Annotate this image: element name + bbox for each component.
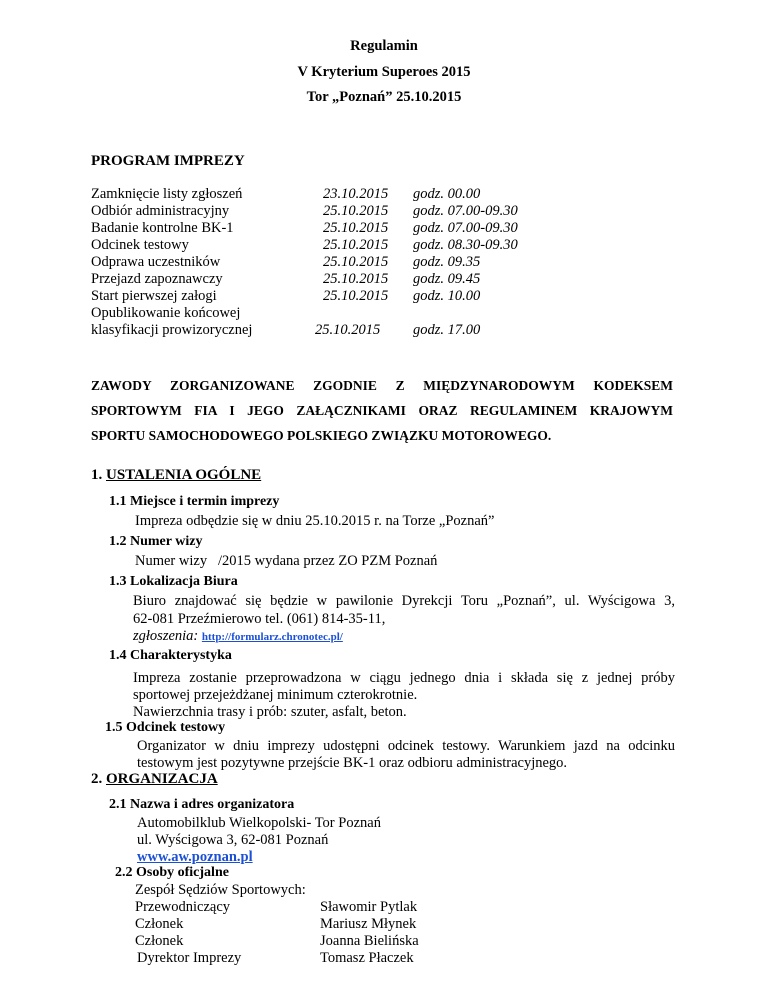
official-name: Joanna Bielińska <box>320 933 419 949</box>
registration-label: zgłoszenia: <box>133 628 199 644</box>
schedule-time: godz. 08.30-09.30 <box>413 237 518 253</box>
section-number: 2. <box>91 771 103 787</box>
notice-line: SPORTOWYM FIA I JEGO ZAŁĄCZNIKAMI ORAZ REGULAMINEM KRAJOWYM <box>91 403 673 418</box>
official-role: Dyrektor Imprezy <box>137 950 242 966</box>
website-link[interactable]: www.aw.poznan.pl <box>137 849 253 865</box>
subsection-title: 1.1 Miejsce i termin imprezy <box>109 494 280 509</box>
subsection-title: 1.5 Odcinek testowy <box>105 720 226 735</box>
schedule-date: 25.10.2015 <box>323 203 389 219</box>
official-name: Mariusz Młynek <box>320 916 417 932</box>
schedule-label: Odprawa uczestników <box>91 254 221 270</box>
schedule-label: Badanie kontrolne BK-1 <box>91 220 234 236</box>
official-role: Przewodniczący <box>135 899 231 915</box>
schedule-label: Start pierwszej załogi <box>91 288 217 304</box>
schedule-time: godz. 07.00-09.30 <box>413 203 518 219</box>
officials-intro: Zespół Sędziów Sportowych: <box>135 882 306 898</box>
subsection-title: 1.4 Charakterystyka <box>109 648 232 663</box>
organizer-website <box>137 849 253 866</box>
schedule-label: Zamknięcie listy zgłoszeń <box>91 186 243 202</box>
schedule-time: godz. 09.45 <box>413 271 481 287</box>
organizer-address: ul. Wyścigowa 3, 62-081 Poznań <box>137 832 329 848</box>
subsection-text: Numer wizy /2015 wydana przez ZO PZM Poznań <box>135 553 438 569</box>
schedule-date: 23.10.2015 <box>323 186 389 202</box>
schedule-time: godz. 00.00 <box>413 186 481 202</box>
schedule-label: Odbiór administracyjny <box>91 203 230 219</box>
notice-line: ZAWODY ZORGANIZOWANE ZGODNIE Z MIĘDZYNARODOWYM KODEKSEM <box>91 378 673 393</box>
official-role: Członek <box>135 916 184 932</box>
subsection-text: 62-081 Przeźmierowo tel. (061) 814-35-11, <box>133 611 386 627</box>
doc-title: Regulamin <box>350 38 418 54</box>
schedule-date: 25.10.2015 <box>323 220 389 236</box>
subsection-text: sportowej przejeżdżanej minimum czterokrotnie. <box>133 687 418 703</box>
schedule-date: 25.10.2015 <box>323 237 389 253</box>
subsection-text: testowym jest pozytywne przejście BK-1 oraz odbioru administracyjnego. <box>137 755 568 771</box>
subsection-text: Organizator w dniu imprezy udostępni odcinek testowy. Warunkiem jazd na odcinku <box>137 738 675 754</box>
registration-link[interactable]: http://formularz.chronotec.pl/ <box>201 631 343 643</box>
event-name: V Kryterium Superoes 2015 <box>297 64 471 80</box>
schedule-label: Odcinek testowy <box>91 237 189 253</box>
notice-line: SPORTU SAMOCHODOWEGO POLSKIEGO ZWIĄZKU MOTOROWEGO. <box>91 428 552 443</box>
schedule-date: 25.10.2015 <box>323 288 389 304</box>
section-heading <box>91 771 218 788</box>
schedule-label: Opublikowanie końcowej <box>91 305 241 321</box>
schedule-time: godz. 07.00-09.30 <box>413 220 518 236</box>
program-heading: PROGRAM IMPREZY <box>91 153 245 169</box>
subsection-title: 1.3 Lokalizacja Biura <box>109 574 238 589</box>
section-title: ORGANIZACJA <box>106 771 218 787</box>
subsection-title: 1.2 Numer wizy <box>109 534 203 549</box>
schedule-time: godz. 17.00 <box>413 322 481 338</box>
schedule-date: 25.10.2015 <box>315 322 381 338</box>
subsection-text: Biuro znajdować się będzie w pawilonie Dyrekcji Toru „Poznań”, ul. Wyścigowa 3, <box>133 593 675 609</box>
official-role: Członek <box>135 933 184 949</box>
schedule-date: 25.10.2015 <box>323 271 389 287</box>
official-name: Sławomir Pytlak <box>320 899 418 915</box>
schedule-time: godz. 09.35 <box>413 254 481 270</box>
subsection-text: Impreza odbędzie się w dniu 25.10.2015 r. na Torze „Poznań” <box>135 513 495 529</box>
schedule-label: Przejazd zapoznawczy <box>91 271 223 287</box>
subsection-text: Impreza zostanie przeprowadzona w ciągu jednego dnia i składa się z jednej próby <box>133 670 675 686</box>
event-venue-date: Tor „Poznań” 25.10.2015 <box>306 89 462 105</box>
schedule-time: godz. 10.00 <box>413 288 481 304</box>
subsection-title: 2.1 Nazwa i adres organizatora <box>109 797 295 812</box>
organizer-name: Automobilklub Wielkopolski- Tor Poznań <box>137 815 381 831</box>
schedule-label: klasyfikacji prowizorycznej <box>91 322 253 338</box>
official-name: Tomasz Płaczek <box>320 950 414 966</box>
registration-line <box>133 628 343 645</box>
section-number: 1. <box>91 467 103 483</box>
subsection-text: Nawierzchnia trasy i prób: szuter, asfalt, beton. <box>133 704 407 720</box>
schedule-date: 25.10.2015 <box>323 254 389 270</box>
subsection-title: 2.2 Osoby oficjalne <box>115 865 229 880</box>
section-title: USTALENIA OGÓLNE <box>106 467 262 483</box>
section-heading <box>91 467 261 484</box>
